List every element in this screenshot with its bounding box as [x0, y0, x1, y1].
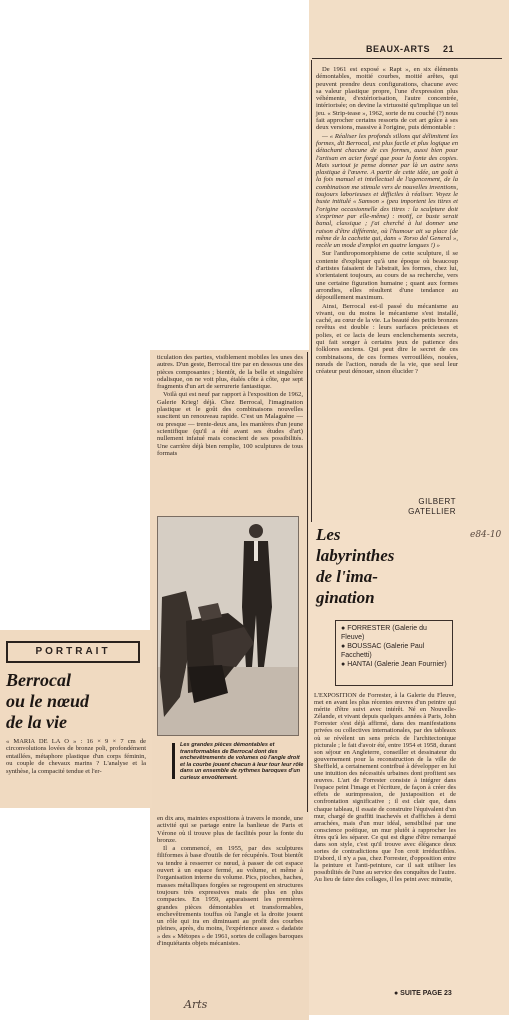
signature-line: GILBERT	[418, 497, 456, 506]
sculpture-photo	[157, 516, 299, 736]
photo-caption-marker	[172, 743, 175, 779]
labyrinthes-title	[316, 524, 456, 608]
gallery-item: ● HANTAI (Galerie Jean Fournier)	[341, 661, 447, 668]
title-line: ou le nœud	[6, 691, 90, 711]
middle-top-text	[157, 354, 303, 458]
labyrinthes-body	[314, 692, 456, 885]
paragraph: en dix ans, maintes expositions à travers le monde, une activité qui se partage entre la banlieue de Paris et Vérone où il trouve plus de facilités pour la fonte du bronze.	[157, 815, 303, 844]
paragraph: Sur l'anthropomorphisme de cette sculpture, il se contente d'expliquer qu'à une époque où beaucoup d'artistes faisaient de l'abstrait, les formes, chez lui, s'orientaient toujours, au cours de sa recherche, vers une certaine figuration humaine ; quant aux formes arrondies, elles résultent d'une tendance au dépouillement maximum.	[316, 250, 458, 302]
title-line: Les	[316, 525, 341, 544]
paragraph: L'EXPOSITION de Forrester, à la Galerie du Fleuve, met en avant les plus récentes œuvres d'un peintre qui mérite d'être suivi avec intérêt. Né en Nouvelle-Zélande, et vivant depuis quelques années à Paris, John Forrester s'est déjà affirmé, dans des manifestations privées ou collectives internationales, par des tableaux où se révèlent un sens précis de l'architectonique picturale ; le fait d'avoir été, entre 1954 et 1958, durant son séjour en Angleterre, conseiller et dessinateur du gouvernement pour la reconstruction de la ville de Sheffield, a certainement contribué à développer en lui une intuition des nécessités urbaines dont profitent ses œuvres. L'art de Forrester consiste à intégrer dans l'espace peint l'image et l'écriture, de façon à créer des effets de surimpression, de juxtaposition et de confrontation significative ; il est clair que, dans chaque tableau, il essaie de construire l'équivalent d'un mur, chargé de graffiti inachevés et d'affiches à demi arrachées, mais d'un mur idéal, sensibilisé par une conscience poétique, un mur plutôt à rapprocher les êtres qu'à les séparer. Ce qui est digne d'être remarqué dans son style, c'est qu'il trouve avec élégance deux sortes de contradictions que l'on croit irréductibles. D'abord, il n'y a pas, chez Forrester, d'opposition entre la peinture et l'anti-peinture, car il sait utiliser les possibilités de l'une au service des conquêtes de l'autre. Au lieu de faire des collages, il les peint avec minutie,	[314, 692, 456, 884]
middle-divider	[307, 352, 308, 812]
page-number: 21	[443, 44, 455, 54]
title-line: de l'ima-	[316, 567, 378, 586]
title-line: Berrocal	[6, 670, 71, 690]
portrait-lead	[6, 738, 146, 776]
author-signature	[380, 497, 456, 517]
middle-bottom-text	[157, 815, 303, 948]
paragraph: « MARIA DE LA O » : 16 × 9 × 7 cm de circonvolutions lovées de bronze poli, profondément entaillées, métaphore plastique d'un corps féminin, ou couple de chevaux marins ? L'analyse et la synthèse, la compacité tendue et l'er-	[6, 738, 146, 775]
title-line: labyrinthes	[316, 546, 395, 565]
paragraph: — « Réaliser les profonds sillons qui délimitent les formes, dit Berrocal, est plus facile et plus logique en détachant chacune de ces formes, aussi bien pour l'artisan en acier forgé que pour la fonte des copies. Mais surtout je pense donner par là un autre sens plastique à l'œuvre. A partir de cette idée, un goût à la fois manuel et intellectuel de l'agencement, de la combinaison me stimule vers de nouvelles inventions, toujours laborieuses et difficiles à réaliser. Voyez le buste intitulé « Samson » (peu importent les titres et l'origine occasionnelle des titres : la sculpture doit s'exprimer par elle-même) : motif, ce buste serait banal, classique ; j'ai cherché à lui donner une raison d'être différente, où l'humour ait sa place (de même de la cachette qui, dans « Torso del General », recèle un mode d'emploi en quatre langues !) »	[316, 132, 458, 250]
paragraph: Il a commencé, en 1955, par des sculptures filiformes à base d'outils de fer récupérés. Tout bientôt va tendre à resserrer ce nœud, à passer de cet espace ouvert à un espace fermé, au volume, et même à l'organisation interne du volume. Pics, pioches, haches, masses métalliques forgées se regroupent en structures toujours très expressives mais de plus en plus compactes. En 1959, apparaissent les premières grandes pièces démontables et transformables, enchevêtrements touffus où l'angle et la droite jouent un rôle qui ira en diminuant au profit des courbes pleines, après, du moins, l'expérience assez « dadaïste » des « Métopes » de 1961, sortes de collages baroques d'inquiétants objets mécanistes.	[157, 845, 303, 948]
paragraph: Voilà qui est neuf par rapport à l'exposition de 1962, Galerie Krieg! déjà. Chez Berrocal, l'imagination plastique et le goût des combinaisons nouvelles suscitent un renouveau rapide. C'est un Malaguène — ou presque — trente-deux ans, les manières d'un jeune scientifique (qu'il a été avant ses études d'art) nullement infatué mais conscient de ses possibilités. Une carrière déjà bien remplie, 100 sculptures de tous formats	[157, 391, 303, 457]
header-rule	[312, 58, 502, 59]
gallery-list-box	[335, 620, 453, 686]
section-header	[366, 44, 454, 54]
footer-handwriting: Arts	[184, 998, 208, 1011]
portrait-kicker: PORTRAIT	[6, 641, 140, 663]
photo-caption: Les grandes pièces démontables et transformables de Berrocal dont des enchevêtrements de volumes où l'angle droit et la courbe jouent chacun à leur tour leur rôle dans un ensemble de rythmes baroques d'un curieux envoûtement.	[180, 742, 304, 781]
handwritten-note: e84-10	[470, 530, 502, 540]
paragraph: Ainsi, Berrocal est-il passé du mécanisme au vivant, ou du moins le mécanisme s'est installé, caché, au cœur de la vie. La beauté des petits bronzes revêtus est double : leurs surfaces précieuses et polies, et ce lacis de leurs enclenchements secrets, qui fait songer à certains jeux de patience des folklores anciens. Qui peut dire le secret de ces combinaisons, de ces formes verrouillées, nouées, nœuds de l'action, nœuds de la vie, que seul leur créateur peut dénouer, sinon élucider ?	[316, 302, 458, 376]
paragraph: ticulation des parties, visiblement mobiles les unes des autres. D'un geste, Berrocal tire par en dessous une des pièces composantes ; bientôt, de la belle et singulière odalisque, on ne voit plus, étalés côte à côte, que sept fragments d'un art de serrurerie fantastique.	[157, 354, 303, 391]
signature-line: GATELLIER	[408, 507, 456, 516]
column-divider	[311, 60, 312, 522]
paragraph: De 1961 est exposé « Rapt », en six éléments démontables, moitié courbes, moitié arêtes, qui peuvent prendre deux configurations, chacune avec sa valeur plastique propre, l'une d'expression plus véhémente, d'extériorisation, l'autre concentrée, intériorisée; on devine la virtuosité qu'implique un tel jeu. « Strip-tease », 1962, sorte de nu couché (?) nous fait approcher certains ressorts de cet art grâce à ses deux versions, massive à l'origine, puis démontable :	[316, 66, 458, 132]
section-title: BEAUX-ARTS	[366, 44, 431, 54]
photo-illustration	[158, 517, 298, 735]
continuation-note: ● SUITE PAGE 23	[394, 990, 452, 997]
title-line: gination	[316, 588, 375, 607]
portrait-title	[6, 670, 151, 733]
gallery-item: ● FORRESTER (Galerie du Fleuve)	[341, 625, 427, 641]
gallery-item: ● BOUSSAC (Galerie Paul Facchetti)	[341, 643, 425, 659]
right-column-text	[316, 66, 458, 376]
title-line: de la vie	[6, 712, 67, 732]
